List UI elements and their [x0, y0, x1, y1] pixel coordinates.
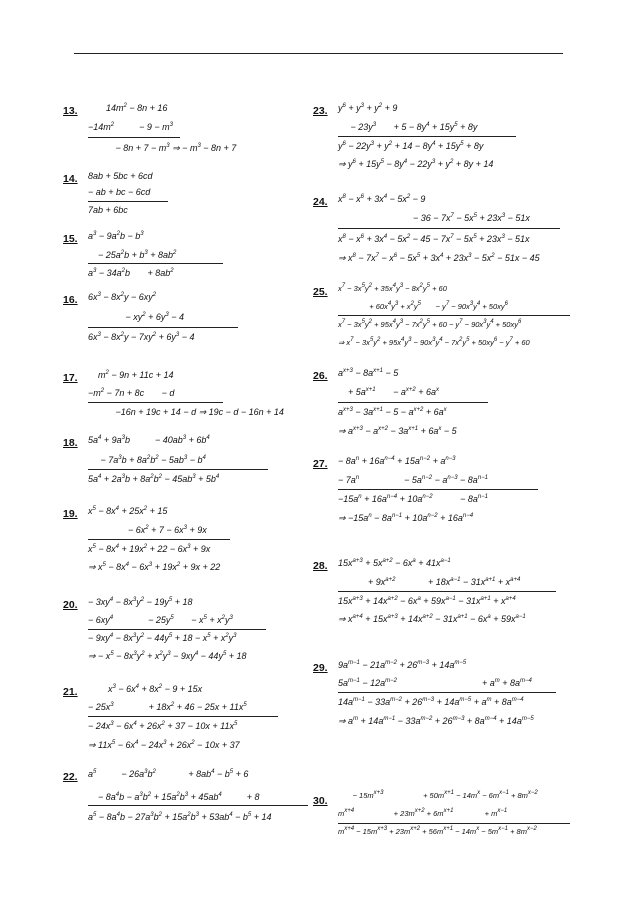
- sum-bar: [338, 489, 538, 490]
- line-3: 7ab + 6bc: [88, 205, 128, 215]
- header-rule: [74, 53, 563, 54]
- line-1: − $15m^{x+3}$ + $50m^{x+1} - 14m^x - 6m^{x-1} + 8m^{x-2}$: [338, 790, 538, 800]
- result-line: ⇒ $x^7 - 3x^5y^2 + 95x^4y^3 - 90x^3y^4 - 7x^2y^5 + 50xy^6 - y^7 + 60$: [338, 337, 530, 347]
- line-1: $x^7 - 3x^5y^2 + 35x^4y^3 - 8x^2y^5 + 60$: [338, 283, 447, 293]
- problem-number: 18.: [63, 437, 78, 449]
- line-2: − $8a^4b - a^3b^2 + 15a^2b^3 + 45ab^4$ + 8: [88, 792, 260, 802]
- line-1: − $3xy^4 - 8x^3y^2 - 19y^5 + 18$: [88, 597, 193, 607]
- line-1: $a^{x+3} - 8a^{x+1} - 5$: [338, 368, 399, 378]
- line-1: $14m^2 - 8n + 16$: [106, 103, 168, 113]
- problem-number: 16.: [63, 294, 78, 306]
- line-2: − $6x^2 + 7 - 6x^3 + 9x$: [88, 525, 207, 535]
- problem-number: 19.: [63, 508, 78, 520]
- line-3: $a^{x+3} - 3a^{x+1} - 5 - a^{x+2} + 6a^x$: [338, 407, 447, 417]
- line-1: $15x^{a+3} + 5x^{a+2} - 6x^a + 41x^{a-1}$: [338, 558, 451, 568]
- sum-bar: [88, 201, 168, 202]
- problem-number: 14.: [63, 173, 78, 185]
- line-2: − $6xy^4$ − $25y^5$ − $x^5 + x^2y^3$: [88, 615, 233, 625]
- problem-number: 21.: [63, 686, 78, 698]
- problem-number: 28.: [313, 560, 328, 572]
- line-3: $-15a^n + 16a^{n-4} + 10a^{n-2}$ − $8a^{n-1}$: [338, 494, 489, 504]
- line-2: $5a^{m-1} - 12a^{m-2}$ + $a^m + 8a^{m-4}$: [338, 678, 532, 688]
- line-2: + $9x^{a+2}$ + $18x^{a-1} - 31x^{a+1} + x^{a+4}$: [338, 577, 521, 587]
- problem-number: 25.: [313, 286, 328, 298]
- line-1: $x^5 - 8x^4 + 25x^2 + 15$: [88, 506, 168, 516]
- line-1: $y^6 + y^3 + y^2 + 9$: [338, 103, 398, 113]
- line-1: $m^2 - 9n + 11c + 14$: [88, 370, 174, 380]
- line-2: $-m^2 - 7n + 8c$ − d: [88, 388, 175, 398]
- sum-bar: [338, 136, 516, 137]
- line-2: − $7a^n$ − $5a^{n-2} - a^{n-3} - 8a^{n-1}$: [338, 475, 489, 485]
- result-line: ⇒ $y^6 + 15y^5 - 8y^4 - 22y^3 + y^2 + 8y + 14$: [338, 159, 494, 169]
- problem-number: 26.: [313, 370, 328, 382]
- problem-number: 17.: [63, 372, 78, 384]
- line-3: $m^{x+4} - 15m^{x+3} + 23m^{x+2} + 56m^{x+1} - 14m^x - 5m^{x-1} + 8m^{x-2}$: [338, 826, 537, 836]
- line-2: $-14m^2$ − $9 - m^3$: [88, 122, 173, 132]
- line-3: $a^3 - 34a^2b$ + $8ab^2$: [88, 268, 174, 278]
- problem-number: 23.: [313, 105, 328, 117]
- line-2: − $23y^3$ + $5 - 8y^4 + 15y^5 + 8y$: [338, 122, 478, 132]
- line-3: $a^5 - 8a^4b - 27a^3b^2 + 15a^2b^3 + 53ab^4 - b^5 + 14$: [88, 812, 272, 822]
- line-3: − $24x^3 - 6x^4 + 26x^2 + 37 - 10x + 11x^5$: [88, 721, 238, 731]
- problem-number: 15.: [63, 233, 78, 245]
- result-line: ⇒ $x^8 - 7x^7 - x^6 - 5x^5 + 3x^4 + 23x^3 - 5x^2 - 51x - 45$: [338, 253, 540, 263]
- result-line: ⇒ $-15a^n - 8a^{n-1} + 10a^{n-2} + 16a^{n-4}$: [338, 513, 474, 523]
- sum-bar: [88, 137, 180, 138]
- line-2: − ab + bc − 6cd: [88, 187, 151, 197]
- result-line: ⇒ $11x^5 - 6x^4 - 24x^3 + 26x^2 - 10x + 37$: [88, 740, 240, 750]
- line-2: + $5a^{x+1}$ − $a^{x+2} + 6a^x$: [338, 387, 440, 397]
- line-2: + $60x^4y^3 + x^2y^5$ − $y^7 - 90x^3y^4 + 50xy^6$: [338, 301, 508, 311]
- sum-bar: [338, 591, 556, 592]
- sum-bar: [338, 402, 488, 403]
- problem-number: 24.: [313, 196, 328, 208]
- line-1: 8ab + 5bc + 6cd: [88, 171, 153, 181]
- sum-bar: [338, 228, 560, 229]
- line-3: $6x^3 - 8x^2y - 7xy^2 + 6y^3 - 4$: [88, 332, 195, 342]
- line-3: $x^5 - 8x^4 + 19x^2 + 22 - 6x^3 + 9x$: [88, 544, 211, 554]
- line-2: − $25a^2b + b^3 + 8ab^2$: [88, 250, 177, 260]
- line-3: $14a^{m-1} - 33a^{m-2} + 26^{m-3} + 14a^{m-5} + a^m + 8a^{m-4}$: [338, 697, 524, 707]
- result-line: ⇒ $x^{a+4} + 15x^{a+3} + 14x^{a+2} - 31x^{a+1} - 6x^a + 59x^{a-1}$: [338, 614, 526, 624]
- problem-number: 20.: [63, 599, 78, 611]
- line-2: − $xy^2 + 6y^3 - 4$: [88, 312, 184, 322]
- problem-number: 29.: [313, 662, 328, 674]
- line-1: $x^8 - x^6 + 3x^4 - 5x^2 - 9$: [338, 194, 426, 204]
- line-1: − $8a^n + 16a^{n-4} + 15a^{n-2} + a^{n-3}$: [338, 456, 456, 466]
- line-2: − $36 - 7x^7 - 5x^5 + 23x^3 - 51x$: [338, 213, 530, 223]
- line-3: $15x^{a+3} + 14x^{a+2} - 6x^a + 59x^{a-1} - 31x^{a+1} + x^{a+4}$: [338, 596, 516, 606]
- line-1: $a^5$ − $26a^3b^2$ + $8ab^4 - b^5 + 6$: [88, 769, 249, 779]
- sum-bar: [338, 823, 570, 824]
- line-1: $a^3 - 9a^2b - b^3$: [88, 231, 144, 241]
- line-3: −16n + 19c + 14 − d ⇒ 19c − d − 16n + 14: [88, 407, 284, 417]
- line-1: $9a^{m-1} - 21a^{m-2} + 26^{m-3} + 14a^{m-5}$: [338, 660, 467, 670]
- result-line: ⇒ $a^m + 14a^{m-1} - 33a^{m-2} + 26^{m-3} + 8a^{m-4} + 14a^{m-5}$: [338, 716, 534, 726]
- line-2: − $25x^3$ + $18x^2 + 46 - 25x + 11x^5$: [88, 702, 247, 712]
- line-3: − $8n + 7 - m^3$ ⇒ − $m^3 - 8n + 7$: [88, 143, 237, 153]
- sum-bar: [88, 327, 238, 328]
- line-1: $x^3 - 6x^4 + 8x^2 - 9 + 15x$: [88, 684, 203, 694]
- problem-number: 13.: [63, 105, 78, 117]
- sum-bar: [88, 805, 308, 806]
- problem-number: 30.: [313, 795, 328, 807]
- problem-number: 27.: [313, 458, 328, 470]
- line-2: − $7a^3b + 8a^2b^2 - 5ab^3 - b^4$: [88, 455, 206, 465]
- sum-bar: [88, 539, 230, 540]
- line-1: $6x^3 - 8x^2y - 6xy^2$: [88, 292, 157, 302]
- result-line: ⇒ $a^{x+3} - a^{x+2} - 3a^{x+1} + 6a^x - 5$: [338, 426, 457, 436]
- line-3: $x^8 - x^6 + 3x^4 - 5x^2 - 45 - 7x^7 - 5x^5 + 23x^3 - 51x$: [338, 234, 530, 244]
- sum-bar: [338, 692, 556, 693]
- sum-bar: [88, 716, 278, 717]
- line-1: $5a^4 + 9a^3b$ − $40ab^3 + 6b^4$: [88, 435, 210, 445]
- sum-bar: [88, 263, 223, 264]
- sum-bar: [338, 315, 570, 316]
- line-3: $x^7 - 3x^5y^2 + 95x^4y^3 - 7x^2y^5 + 60 - y^7 - 90x^3y^4 + 50xy^6$: [338, 319, 522, 329]
- sum-bar: [88, 629, 266, 630]
- line-3: $y^6 - 22y^3 + y^2 + 14 - 8y^4 + 15y^5 + 8y$: [338, 141, 484, 151]
- problem-number: 22.: [63, 771, 78, 783]
- result-line: ⇒ $x^5 - 8x^4 - 6x^3 + 19x^2 + 9x + 22$: [88, 562, 221, 572]
- line-2: $m^{x+4}$ + $23m^{x+2} + 6m^{x+1}$ + $m^{x-1}$: [338, 808, 508, 818]
- line-3: − $9xy^4 - 8x^3y^2 - 44y^5 + 18 - x^5 + x^2y^3$: [88, 633, 237, 643]
- line-3: $5a^4 + 2a^3b + 8a^2b^2 - 45ab^3 + 5b^4$: [88, 474, 220, 484]
- sum-bar: [88, 402, 223, 403]
- result-line: ⇒ − $x^5 - 8x^3y^2 + x^2y^3 - 9xy^4 - 44y^5 + 18$: [88, 651, 247, 661]
- sum-bar: [88, 469, 268, 470]
